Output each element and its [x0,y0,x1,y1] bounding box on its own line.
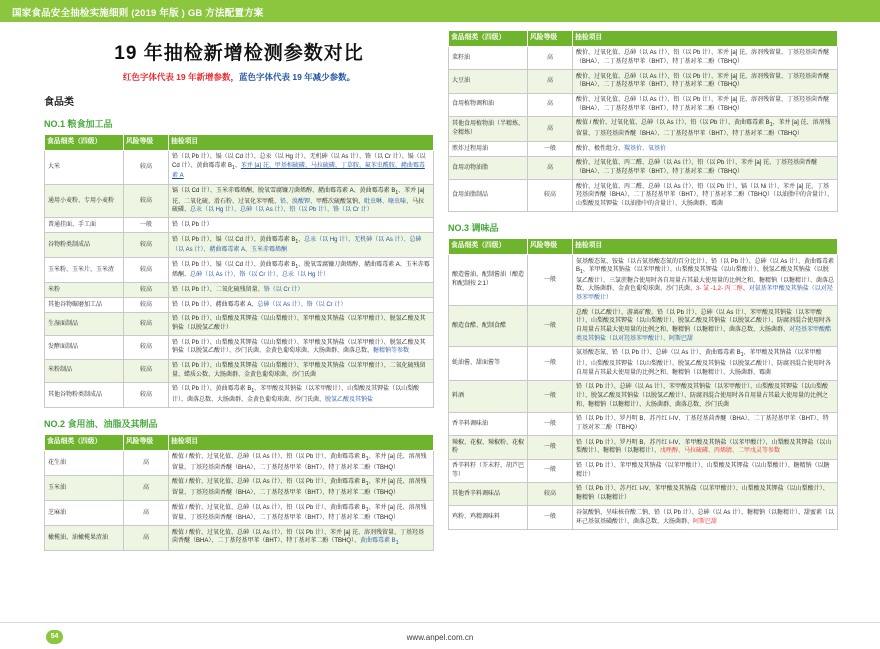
item-fragment: 3- 氯 -1,2- 丙二醇 [696,286,743,293]
item-fragment: 1 [769,122,773,129]
section-title-2: NO.2 食用油、油脂及其制品 [44,419,158,430]
item-fragment: 酸价、过氧化值、丙二醛、总砷（以 As 计）、铅（以 Pb 计）、镉（以 Ni 计）、苯并 [a] 芘、丁基羟基茴香醚（BHA）、二丁基羟基甲苯（BHT）、特丁基对苯二酚（TBHQ）（以油脂中的含量计）、山梨酸及其钾盐（以油脂中的含量计）、大肠菌群、霉菌 [576,183,834,208]
item-fragment: 酸值 / 酸价、过氧化值、总砷（以 As 计）、铅（以 Pb 计）、黄曲霉毒素 B [172,504,366,511]
item-fragment: 1 [365,506,369,513]
item-fragment: 酸价、过氧化值、总砷（以 As 计）、铅（以 Pb 计）、苯并 [a] 芘、溶剂残留量、丁基羟基茴香醚（BHA）、二丁基羟基甲苯（BHT）、特丁基对苯二酚（TBHQ） [576,50,830,66]
cell-risk: 高 [124,450,169,475]
item-fragment: 、 [234,163,241,170]
item-fragment: 1 [251,388,255,395]
cell-items [573,156,838,179]
cell-category: 发酵面制品 [45,336,124,359]
cell-items [573,346,838,380]
cell-items [573,459,838,482]
cell-category: 玉米粉、玉米片、玉米渣 [45,258,124,283]
table-row [449,156,838,179]
item-fragment: 、苯甲酸及其钠盐（以苯甲酸计）、山梨酸及其钾盐（以山梨酸计）、菌落总数、大肠菌群、金黄色葡萄球菌、沙门氏菌、 [172,386,420,403]
cell-items [573,482,838,505]
cell-category: 酿造食醋、配制食醋 [449,306,528,347]
table-section-2-cont [448,30,838,212]
cell-items [573,380,838,412]
cell-category: 其他食用植物油（半精炼、全精炼） [449,116,528,141]
cell-category: 其他香辛料调味品 [449,482,528,505]
cell-category: 玉米油 [45,475,124,500]
item-fragment: 总砷（以 As 计）、铬（以 Cr 计）、总汞（以 Hg 计） [190,272,330,279]
cell-risk: 较高 [124,283,169,298]
table-row [45,359,434,382]
cell-category: 蚝油酱、甜面酱等 [449,346,528,380]
item-fragment: 赭曲霉毒素 A、玉米赤霉烯酮 [209,247,288,254]
item-fragment: 铅（以 Pb 计）、总砷（以 As 计）、苯甲酸及其钠盐（以苯甲酸计）、山梨酸及其钾盐（以山梨酸计）、脱氢乙酸及其钠盐（以脱氢乙酸计）、防腐剂混合使用时各自用量占其最大使用量的比例之和、糖精钠（以糖精计）、大肠菌群、菌落总数、沙门氏菌 [576,384,829,408]
table-row [449,142,838,157]
cell-items [169,233,434,258]
cell-category: 酿造酱油、配制酱油（酿造和配制按 2:1） [449,255,528,306]
col-header-risk: 风险等级 [528,31,573,47]
cell-items [169,150,434,184]
cell-risk: 高 [528,46,573,69]
item-fragment: 铅（以 Pb 计）、山梨酸及其钾盐（以山梨酸计）、苯甲酸及其钠盐（以苯甲酸计）、脱氢乙酸及其钠盐（以脱氢乙酸计） [172,316,426,331]
cell-category: 香辛料籽（芥末籽、胡芦巴等） [449,459,528,482]
cell-risk: 一般 [528,306,573,347]
item-fragment: 糖精钠等参数 [373,348,410,355]
cell-category: 生湿面制品 [45,312,124,335]
table-section-3 [448,238,838,530]
cell-category: 米粉制品 [45,359,124,382]
item-fragment: 、苯并 [a] 芘、溶剂残留量、丁基羟基茴香醚（BHA）、二丁基羟基甲苯（BHT）、特丁基对苯二酚（TBHQ） [172,479,427,496]
table-body-section-1 [45,150,434,407]
cell-category: 普通挂面、手工面 [45,218,124,233]
item-fragment: 1 [365,481,369,488]
item-fragment: 氧基价 [648,145,667,152]
item-fragment: 苯并 [a] 芘、甲基相硫磷、马拉硫磷、丁草胺、氟苯虫酰胺、赭曲霉毒素 A [172,163,425,180]
item-fragment: 1 [295,238,299,245]
cell-items [169,382,434,407]
table-row [449,255,838,306]
item-fragment: 酸值 / 酸价、过氧化值、总砷（以 As 计）、铅（以 Pb 计）、黄曲霉毒素 B [172,454,366,461]
cell-risk: 较高 [528,482,573,505]
item-fragment: 、苯甲酸及其钠盐（以苯甲酸计）、山梨酸及其钾盐（以山梨酸计）、脱氢乙酸及其钠盐（以脱氢乙酸计）、三氯蔗糖合使用时各自用量占其最大使用量的比例之和、糖精钠（以糖精计）、菌落总数、大肠菌群、金黄色葡萄球菌、沙门氏菌、 [576,267,835,293]
section-title-3: NO.3 调味品 [448,223,499,234]
item-fragment: 、苯并 [a] 芘、溶剂残留量、丁基羟基茴香醚（BHA）、二丁基羟基甲苯（BHT）、特丁基对苯二酚（TBHQ） [576,120,831,137]
cell-items [573,255,838,306]
cell-category: 菜籽油 [449,46,528,69]
cell-items [169,218,434,233]
item-fragment: 铅（以 Pb 计）、镉（以 Cd 计）、黄曲霉毒素 B [172,261,296,268]
header-title: 国家食品安全抽检实施细则 (2019 年版 ) GB 方法配置方案 [12,8,264,19]
cell-category: 煎炸过程用油 [449,142,528,157]
header-divider [0,22,880,24]
item-fragment: 1 [295,263,299,270]
item-fragment: 铅（以 Pb 计）、苯甲酸及其钠盐（以苯甲酸计）、山梨酸及其钾盐（以山梨酸计）、糖精钠（以糖精计） [576,463,830,478]
item-fragment: 对羟基苯甲酸酯类及其钠盐（以对羟基苯甲酸计）、 [576,327,832,342]
cell-category: 花生油 [45,450,124,475]
table-row [45,150,434,184]
cell-category: 食用油脂制品 [449,180,528,212]
item-fragment: 、苯并 [a] 芘、二氧化硫、滑石粉、过氧化苯甲酰、 [172,188,425,205]
cell-items [169,258,434,283]
cell-category: 其他谷物碾磨加工品 [45,298,124,313]
item-fragment: 镉（以 Cd 计）、玉米赤霉烯酮、脱氧雪腐镰刀菌烯醇、赭曲霉毒素 A、黄曲霉毒素 B [172,188,396,195]
cell-category: 米粉 [45,283,124,298]
cell-category: 大豆油 [449,70,528,93]
table-row [449,380,838,412]
item-fragment: 1 [395,540,399,547]
cell-items [169,312,434,335]
cell-items [573,506,838,529]
table-row [449,93,838,116]
item-fragment: 氨基酸态氮、铅（以 Pb 计）、总砷（以 As 计）、黄曲霉毒素 B [576,350,741,357]
cell-risk: 一般 [528,436,573,459]
page-subtitle [44,71,434,83]
col-header-items: 抽检项目 [169,135,434,151]
cell-risk: 较高 [124,184,169,218]
col-header-risk: 风险等级 [124,135,169,151]
cell-risk: 一般 [528,506,573,529]
table-body-section-2 [45,450,434,551]
cell-risk: 较高 [528,180,573,212]
cell-risk: 一般 [528,412,573,435]
item-fragment: 1 [580,269,583,276]
table-row [449,412,838,435]
table-row [449,346,838,380]
table-row [45,312,434,335]
item-fragment: 阿斯巴甜 [693,518,718,525]
cell-items [169,283,434,298]
table-row [45,258,434,283]
item-fragment: 酸价、过氧化值、总砷（以 As 计）、铅（以 Pb 计）、苯并 [a] 芘、溶剂残留量、丁基羟基茴香醚（BHA）、二丁基羟基甲苯（BHT）、特丁基对苯二酚（TBHQ） [576,97,830,112]
table-row [45,450,434,475]
cell-category: 鸡粉、鸡精调味料 [449,506,528,529]
item-fragment: 酸价、极性组分、 [576,145,625,152]
section-title-1: NO.1 粮食加工品 [44,119,113,129]
item-fragment: 阿斯巴甜 [669,335,694,342]
header-bar [0,0,880,22]
table-section-2 [44,434,434,551]
item-fragment: 、 [298,236,305,243]
cell-items [573,306,838,347]
subtitle-blue: 蓝色字体代表 19 年减少参数。 [239,72,356,82]
item-fragment: 、 [742,286,749,293]
cell-items [573,142,838,157]
cell-risk: 高 [124,475,169,500]
cell-category: 芝麻油 [45,501,124,526]
cell-risk: 较高 [124,258,169,283]
table-row [45,184,434,218]
item-fragment: 酸值 / 酸价、过氧化值、总砷（以 As 计）、铅（以 Pb 计）、黄曲霉毒素 B [576,120,770,127]
table-row [449,306,838,347]
cell-risk: 一般 [528,142,573,157]
item-fragment: 总汞（以 Hg 计）、总砷（以 As 计）、铅（以 Pb 计）、铬（以 Cr 计） [190,207,373,214]
cell-items [169,475,434,500]
cell-category: 其他谷物粉类制成品 [45,382,124,407]
item-fragment: 1 [740,352,744,359]
cell-risk: 高 [528,156,573,179]
item-fragment: 铅（以 Pb 计）、二氧化硫残留量、 [172,286,264,293]
cell-items [573,436,838,459]
table-row [449,436,838,459]
cell-category: 辣椒、花椒、辣椒粉、花椒粉 [449,436,528,459]
item-fragment: 、苯并 [a] 芘、溶剂残留量、丁基羟基茴香醚（BHA）、二丁基羟基甲苯（BHT）、特丁基对苯二酚（TBHQ） [172,454,427,471]
cell-category: 大米 [45,150,124,184]
table-row [45,233,434,258]
col-header-items: 抽检项目 [573,31,838,47]
item-fragment: 脱氢乙酸及其钠盐 [325,396,374,403]
subtitle-red: 红色字体代表 19 年新增参数， [122,72,239,82]
item-fragment: 吡虫啉、噻虫嗪 [364,198,407,205]
cell-items [573,180,838,212]
cell-risk: 高 [528,93,573,116]
cell-items [573,70,838,93]
item-fragment: 酸值 / 酸价、过氧化值、总砷（以 As 计）、铅（以 Pb 计）、苯并 [a] 芘、溶剂残留量、丁基羟基茴香醚（BHA）、二丁基羟基甲苯（BHT）、特丁基对苯二酚（TBHQ）、 [172,529,425,545]
cell-items [169,359,434,382]
footer-url: www.anpel.com.cn [406,633,474,642]
item-fragment: 铬（以 Cr 计） [263,286,304,293]
cell-items [169,501,434,526]
cell-risk: 较高 [124,336,169,359]
table-row [45,475,434,500]
category-label: 食品类 [44,97,74,108]
cell-risk: 高 [124,526,169,551]
table-row [45,336,434,359]
item-fragment: 铅（以 Pb 计）、赭曲霉毒素 A、 [172,301,258,308]
cell-items [169,450,434,475]
col-header-category: 食品细类（四级） [449,239,528,255]
cell-risk: 一般 [124,218,169,233]
cell-risk: 一般 [528,255,573,306]
item-fragment: 羰基价、 [624,145,649,152]
col-header-risk: 风险等级 [528,239,573,255]
footer [0,622,880,649]
item-fragment: 总砷（以 As 计）、铬（以 Cr 计） [257,301,347,308]
cell-category: 食用动物油脂 [449,156,528,179]
item-fragment: 总汞（以 Hg 计）、无机砷（以 As 计）、总砷（以 As 计）、 [172,236,422,254]
item-fragment: 1 [365,456,369,463]
table-row [449,116,838,141]
page-number: 54 [46,630,63,644]
item-fragment: 总酸（以乙酸计）、游离矿酸、铅（以 Pb 计）、总砷（以 As 计）、苯甲酸及其钠盐（以苯甲酸计）、山梨酸及其钾盐（以山梨酸计）、脱氢乙酸及其钠盐（以脱氢乙酸计）、防腐剂混合使用时各自用量占其最大使用量的比例之和、糖精钠（以糖精计）、菌落总数、大肠菌群、 [576,309,832,334]
cell-risk: 较高 [124,150,169,184]
cell-items [169,184,434,218]
item-fragment: 铅（以 Pb 计）、罗丹明 B、苏丹红 I-IV、苯甲酸及其钠盐（以苯甲酸计）、山梨酸及其钾盐（以山梨酸计）、糖精钠（以糖精计）、 [576,439,832,455]
cell-category: 通用小麦粉、专用小麦粉 [45,184,124,218]
item-fragment: 对氨基苯甲酸及其钠盐（以对羟基苯甲酸计） [576,286,833,302]
table-row [449,459,838,482]
table-row [45,501,434,526]
cell-category: 谷物粉类制成品 [45,233,124,258]
table-row [45,382,434,407]
cell-items [169,336,434,359]
item-fragment: 铅、溴酸钾 [280,198,311,205]
table-body-section-3 [449,255,838,530]
table-row [45,526,434,551]
cell-risk: 高 [528,70,573,93]
cell-risk: 较高 [124,298,169,313]
item-fragment: 、马拉硫磷、 [172,198,425,214]
item-fragment: 氨基酸态氮、铵盐（以占氨基酸态氮的百分比计）、铅（以 Pb 计）、总砷（以 As 计）、黄曲霉毒素 B [576,258,835,274]
item-fragment: 铅（以 Pb 计） [172,221,213,228]
table-body-section-2-cont [449,46,838,211]
col-header-category: 食品细类（四级） [449,31,528,47]
item-fragment: 戊唑醇、马拉硫磷、丙烯腈、二甲戊灵等参数 [660,448,781,455]
cell-risk: 一般 [528,380,573,412]
item-fragment: 、苯并 [a] 芘、溶剂残留量、丁基羟基茴香醚（BHA）、二丁基羟基甲苯（BHT）、特丁基对苯二酚（TBHQ） [172,504,427,522]
item-fragment: 铅（以 Pb 计）、山梨酸及其钾盐（以山梨酸计）、苯甲酸及其钠盐（以苯甲酸计）、二氧化硫残留量、蜡质公数、大肠菌群、金黄色葡萄球菌、沙门氏菌 [172,363,426,378]
cell-risk: 高 [528,116,573,141]
cell-risk: 一般 [528,346,573,380]
table-row [45,298,434,313]
cell-risk: 较高 [124,359,169,382]
item-fragment: 酸值 / 酸价、过氧化值、总砷（以 As 计）、铅（以 Pb 计）、黄曲霉毒素 B [172,479,366,486]
right-column [448,30,838,530]
cell-category: 橄榄油、油橄榄果渣油 [45,526,124,551]
cell-category: 料酒 [449,380,528,412]
cell-risk: 较高 [124,233,169,258]
col-header-items: 抽检项目 [169,435,434,451]
table-row [449,506,838,529]
table-row [45,218,434,233]
cell-category: 香辛料调味油 [449,412,528,435]
item-fragment: 1 [232,165,235,172]
cell-risk: 较高 [124,382,169,407]
item-fragment: 黄曲霉毒素 B [360,538,396,545]
col-header-category: 食品细类（四级） [45,435,124,451]
col-header-items: 抽检项目 [573,239,838,255]
table-row [449,482,838,505]
table-row [449,180,838,212]
item-fragment: 谷氨酸钠、呈味核苷酸二钠、铅（以 Pb 计）、总砷（以 As 计）、糖精钠（以糖精计）、甜蜜素（以环己基氨基磺酸计）、菌落总数、大肠菌群、 [576,509,835,525]
item-fragment: 酸价、过氧化值、丙二醛、总砷（以 As 计）、铅（以 Pb 计）、苯并 [a] 芘、丁基羟基茴香醚（BHA）、二丁基羟基甲苯（BHT）、特丁基对苯二酚（TBHQ） [576,160,818,175]
cell-items [573,93,838,116]
cell-risk: 较高 [124,312,169,335]
item-fragment: 铅（以 Pb 计）、镉（以 Cd 计）、黄曲霉毒素 B [172,236,296,243]
item-fragment: 酸价、过氧化值、总砷（以 As 计）、铅（以 Pb 计）、苯并 [a] 芘、溶剂残留量、丁基羟基茴香醚（BHA）、二丁基羟基甲苯（BHT）、特丁基对苯二酚（TBHQ） [576,73,830,89]
item-fragment: 铅（以 Pb 计）、罗丹明 B、苏丹红 I-IV、丁基羟基茴香醚（BHA）、二丁基羟基甲苯（BHT）、特丁基对苯二酚（TBHQ） [576,416,829,432]
table-section-1 [44,134,434,408]
item-fragment: 铅（以 Pb 计）、苏丹红 I-IV、苯甲酸及其钠盐（以苯甲酸计）、山梨酸及其钾盐（以山梨酸计）、糖精钠（以糖精计） [576,486,829,502]
cell-risk: 高 [124,501,169,526]
cell-items [573,46,838,69]
table-row [449,46,838,69]
table-row [449,70,838,93]
col-header-risk: 风险等级 [124,435,169,451]
cell-items [573,116,838,141]
left-column [44,30,434,551]
item-fragment: 铅（以 Pb 计）、山梨酸及其钾盐（以山梨酸计）、苯甲酸及其钠盐（以苯甲酸计）、脱氢乙酸及其钠盐（以脱氢乙酸计）、沙门氏菌、金黄色葡萄球菌、大肠菌群、菌落总数、 [172,339,426,355]
cell-items [169,298,434,313]
table-row [45,283,434,298]
item-fragment: 、甲醛次硫酸氢钠、 [310,198,365,205]
cell-category: 食用植物调和油 [449,93,528,116]
item-fragment: 铅（以 Pb 计）、镉（以 Cd 计）、总汞（以 Hg 计）、无机砷（以 As 计）、铬（以 Cr 计）、镉（以 Cd 计）、黄曲霉毒素 B [172,154,426,170]
col-header-category: 食品细类（四级） [45,135,124,151]
item-fragment: 、苯甲酸及其钠盐（以苯甲酸计）、山梨酸及其钾盐（以山梨酸计）、脱氢乙酸及其钠盐（以脱氢乙酸计）、防腐剂混合使用时各自用量占其最大使用量的比例之和、糖精钠（以糖精计）、大肠菌群、霉菌 [576,350,832,376]
cell-items [573,412,838,435]
item-fragment: 铅（以 Pb 计）、黄曲霉毒素 B [172,386,252,393]
item-fragment: 1 [395,190,399,197]
page-title: 19 年抽检新增检测参数对比 [114,43,364,64]
cell-items [169,526,434,551]
cell-risk: 一般 [528,459,573,482]
item-fragment: 、脱氧雪腐镰刀菌烯醇、赭曲霉毒素 A、玉米赤霉烯酮、 [172,261,430,279]
